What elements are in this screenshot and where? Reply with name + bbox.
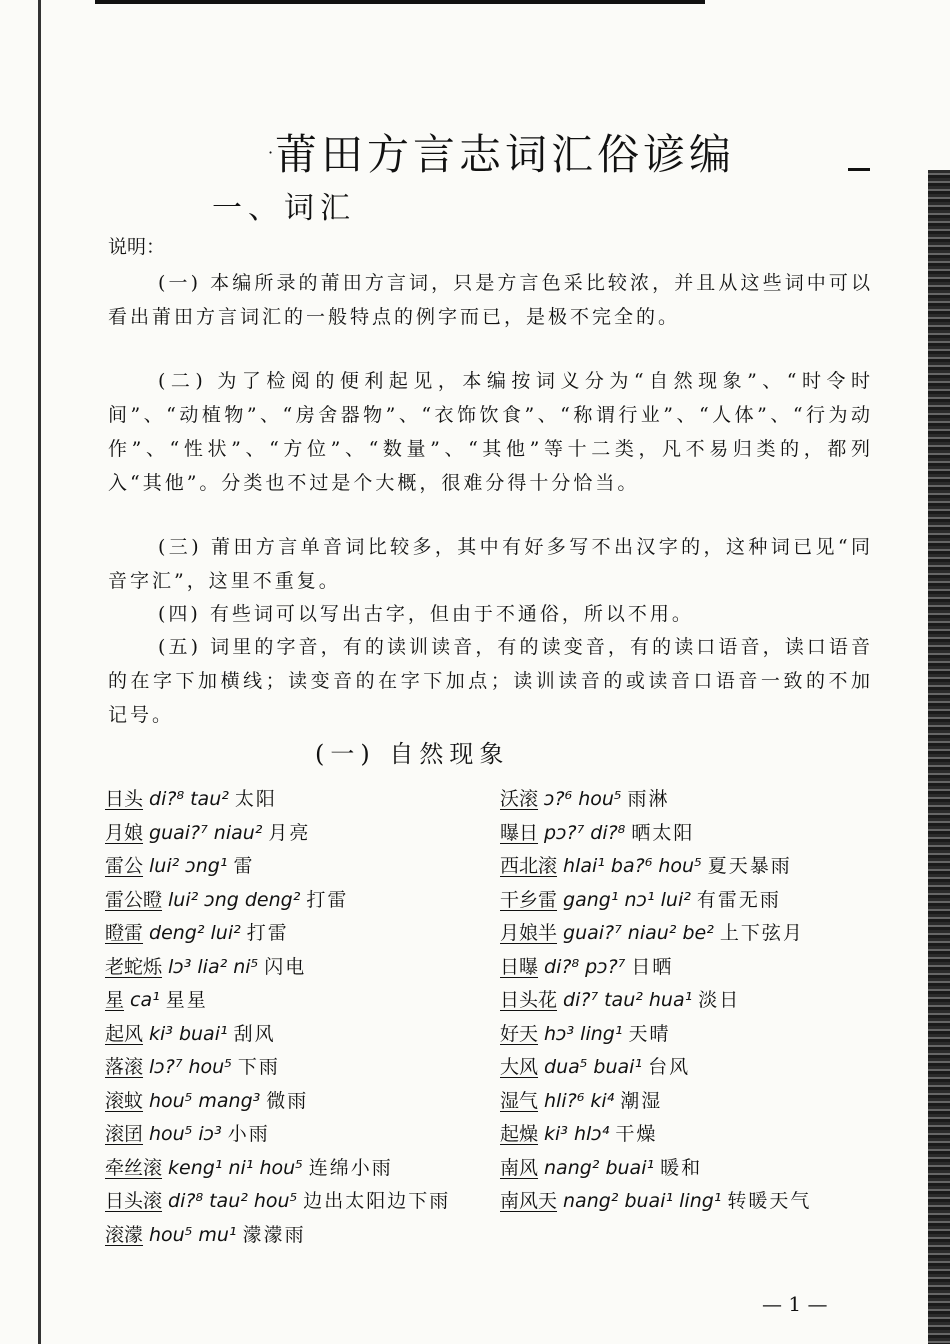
- entry-word: 滚濛: [105, 1223, 144, 1246]
- vocab-entry: [500, 1185, 880, 1219]
- left-margin-line: [38, 0, 41, 1344]
- entry-pronunciation: hou⁵ mang³: [149, 1089, 261, 1112]
- entry-pronunciation: dua⁵ buai¹: [544, 1056, 643, 1078]
- entry-word: 老蛇烁: [105, 955, 163, 978]
- entry-gloss: 下雨: [237, 1056, 280, 1078]
- entry-gloss: 连绵小雨: [308, 1156, 393, 1179]
- entry-pronunciation: lɔ³ lia² ni⁵: [168, 955, 259, 978]
- entry-gloss: 干燥: [615, 1123, 658, 1145]
- entry-pronunciation: ca¹: [130, 989, 160, 1011]
- vocab-entry: [500, 1152, 880, 1186]
- entry-gloss: 雷: [233, 855, 255, 877]
- vocab-entry: [105, 984, 485, 1018]
- vocab-entry: [500, 984, 880, 1018]
- entry-gloss: 边出太阳边下雨: [303, 1190, 451, 1212]
- page-edge-shadow: [928, 170, 950, 1344]
- vocab-entry: [105, 1118, 485, 1152]
- entry-gloss: 有雷无雨: [696, 888, 781, 911]
- entry-gloss: 上下弦月: [719, 922, 804, 944]
- top-border-line: [95, 0, 705, 4]
- vocab-entry: [500, 951, 880, 985]
- vocab-entry: [500, 1118, 880, 1152]
- vocab-entry: [500, 1018, 880, 1052]
- entry-pronunciation: nang² buai¹: [544, 1156, 655, 1179]
- vocab-entry: [105, 1219, 485, 1253]
- entry-word: 雷公瞪: [105, 888, 163, 911]
- entry-pronunciation: di?⁷ tau² hua¹: [563, 989, 693, 1011]
- page-title: 莆田方言志词汇俗谚编: [274, 130, 735, 179]
- entry-pronunciation: guai?⁷ niau² be²: [563, 922, 714, 944]
- entry-pronunciation: nang² buai¹ ling¹: [563, 1190, 722, 1212]
- entry-pronunciation: ki³ buai¹: [149, 1022, 228, 1045]
- note-paragraph-5: (五) 词里的字音，有的读训读音，有的读变音，有的读口语音，读口语音的在字下加横线；读变音的在字下加点；读训读音的或读音口语音一致的不加记号。: [108, 636, 873, 726]
- page-number: — 1 —: [762, 1292, 828, 1316]
- vocab-entry: [105, 1152, 485, 1186]
- vocab-entry: [500, 1051, 880, 1085]
- vocab-entry: [500, 1085, 880, 1119]
- entry-word: 沃滚: [500, 788, 539, 810]
- entry-pronunciation: hlai¹ ba?⁶ hou⁵: [563, 855, 702, 877]
- entry-word: 干乡雷: [500, 888, 558, 911]
- note-heading: 说明：: [108, 236, 166, 258]
- entry-pronunciation: lui² ɔng deng²: [168, 888, 301, 911]
- entry-gloss: 台风: [648, 1056, 691, 1078]
- entry-gloss: 打雷: [306, 888, 349, 911]
- entry-gloss: 濛濛雨: [242, 1223, 306, 1246]
- vocab-entry: [500, 850, 880, 884]
- entry-word: 日头花: [500, 989, 558, 1011]
- entry-word: 牵丝滚: [105, 1156, 163, 1179]
- vocab-entry: [105, 1018, 485, 1052]
- entry-pronunciation: ki³ hlɔ⁴: [544, 1123, 610, 1145]
- entry-pronunciation: di?⁸ tau² hou⁵: [168, 1190, 298, 1212]
- entry-pronunciation: gang¹ nɔ¹ lui²: [563, 888, 691, 911]
- entry-gloss: 暖和: [660, 1156, 703, 1179]
- vocab-entry: [105, 884, 485, 918]
- entry-gloss: 淡日: [698, 989, 741, 1011]
- note-paragraph-2: (二) 为了检阅的便利起见，本编按词义分为“自然现象”、“时令时间”、“动植物”、“房舍器物”、“衣饰饮食”、“称谓行业”、“人体”、“行为动作”、“性状”、“方位”、“数量”、“其他”等十二类，凡不易归类的，都列入“其他”。分类也不过是个大概，很难分得十分恰当。: [108, 370, 873, 494]
- entry-word: 瞪雷: [105, 922, 144, 944]
- vocab-entry: [105, 1051, 485, 1085]
- note-paragraph-1: (一) 本编所录的莆田方言词，只是方言色采比较浓，并且从这些词中可以看出莆田方言词汇的一般特点的例字而已，是极不完全的。: [108, 272, 873, 328]
- entry-pronunciation: lɔ?⁷ hou⁵: [149, 1056, 232, 1078]
- entry-word: 月娘: [105, 821, 144, 844]
- vocab-entry: [105, 917, 485, 951]
- entry-word: 南风: [500, 1156, 539, 1179]
- entry-gloss: 日晒: [631, 955, 674, 978]
- vocab-entry: [500, 917, 880, 951]
- entry-gloss: 闪电: [264, 955, 307, 978]
- entry-word: 起燥: [500, 1123, 539, 1145]
- entry-gloss: 夏天暴雨: [707, 855, 792, 877]
- note-paragraph-4: (四) 有些词可以写出古字，但由于不通俗，所以不用。: [158, 603, 694, 625]
- entry-word: 星: [105, 989, 125, 1011]
- vocab-entry: [500, 783, 880, 817]
- entry-gloss: 打雷: [246, 922, 289, 944]
- entry-pronunciation: guai?⁷ niau²: [149, 821, 263, 844]
- vocab-entry: [105, 850, 485, 884]
- entry-pronunciation: hou⁵ iɔ³: [149, 1123, 222, 1145]
- vocabulary-column-right: [500, 783, 880, 1219]
- entry-gloss: 小雨: [227, 1123, 270, 1145]
- entry-word: 日头: [105, 788, 144, 810]
- vocab-entry: [105, 783, 485, 817]
- entry-word: 滚蚊: [105, 1089, 144, 1112]
- entry-word: 好天: [500, 1022, 539, 1045]
- entry-gloss: 转暖天气: [727, 1190, 812, 1212]
- entry-gloss: 潮湿: [620, 1089, 663, 1112]
- entry-gloss: 月亮: [268, 821, 311, 844]
- entry-gloss: 雨淋: [627, 788, 670, 810]
- vocab-entry: [105, 817, 485, 851]
- subsection-title: (一) 自然现象: [315, 740, 510, 768]
- entry-pronunciation: di?⁸ pɔ?⁷: [544, 955, 626, 978]
- vocab-entry: [105, 1085, 485, 1119]
- entry-word: 月娘半: [500, 922, 558, 944]
- entry-word: 雷公: [105, 855, 144, 877]
- vocab-entry: [105, 1185, 485, 1219]
- entry-word: 滚囝: [105, 1123, 144, 1145]
- entry-pronunciation: hou⁵ mu¹: [149, 1223, 237, 1246]
- entry-pronunciation: pɔ?⁷ di?⁸: [544, 821, 626, 844]
- entry-word: 落滚: [105, 1056, 144, 1078]
- entry-word: 南风天: [500, 1190, 558, 1212]
- entry-pronunciation: lui² ɔng¹: [149, 855, 228, 877]
- entry-pronunciation: di?⁸ tau²: [149, 788, 229, 810]
- vocabulary-column-left: [105, 783, 485, 1252]
- entry-gloss: 晒太阳: [631, 821, 695, 844]
- entry-gloss: 太阳: [234, 788, 277, 810]
- entry-word: 日曝: [500, 955, 539, 978]
- entry-pronunciation: ɔ?⁶ hou⁵: [544, 788, 622, 810]
- entry-gloss: 星星: [165, 989, 208, 1011]
- entry-word: 曝日: [500, 821, 539, 844]
- entry-word: 大风: [500, 1056, 539, 1078]
- entry-word: 湿气: [500, 1089, 539, 1112]
- entry-gloss: 天晴: [628, 1022, 671, 1045]
- section-title: 一、词汇: [212, 191, 356, 226]
- note-paragraph-3: (三) 莆田方言单音词比较多，其中有好多写不出汉字的，这种词已见“同音字汇”，这里不重复。: [108, 536, 873, 592]
- vocab-entry: [500, 884, 880, 918]
- entry-word: 西北滚: [500, 855, 558, 877]
- entry-pronunciation: hɔ³ ling¹: [544, 1022, 623, 1045]
- entry-word: 起风: [105, 1022, 144, 1045]
- entry-pronunciation: keng¹ ni¹ hou⁵: [168, 1156, 303, 1179]
- entry-pronunciation: hli?⁶ ki⁴: [544, 1089, 615, 1112]
- vocab-entry: [500, 817, 880, 851]
- margin-dot: ·: [268, 143, 274, 162]
- vocab-entry: [105, 951, 485, 985]
- entry-word: 日头滚: [105, 1190, 163, 1212]
- entry-pronunciation: deng² lui²: [149, 922, 241, 944]
- entry-gloss: 刮风: [233, 1022, 276, 1045]
- entry-gloss: 微雨: [266, 1089, 309, 1112]
